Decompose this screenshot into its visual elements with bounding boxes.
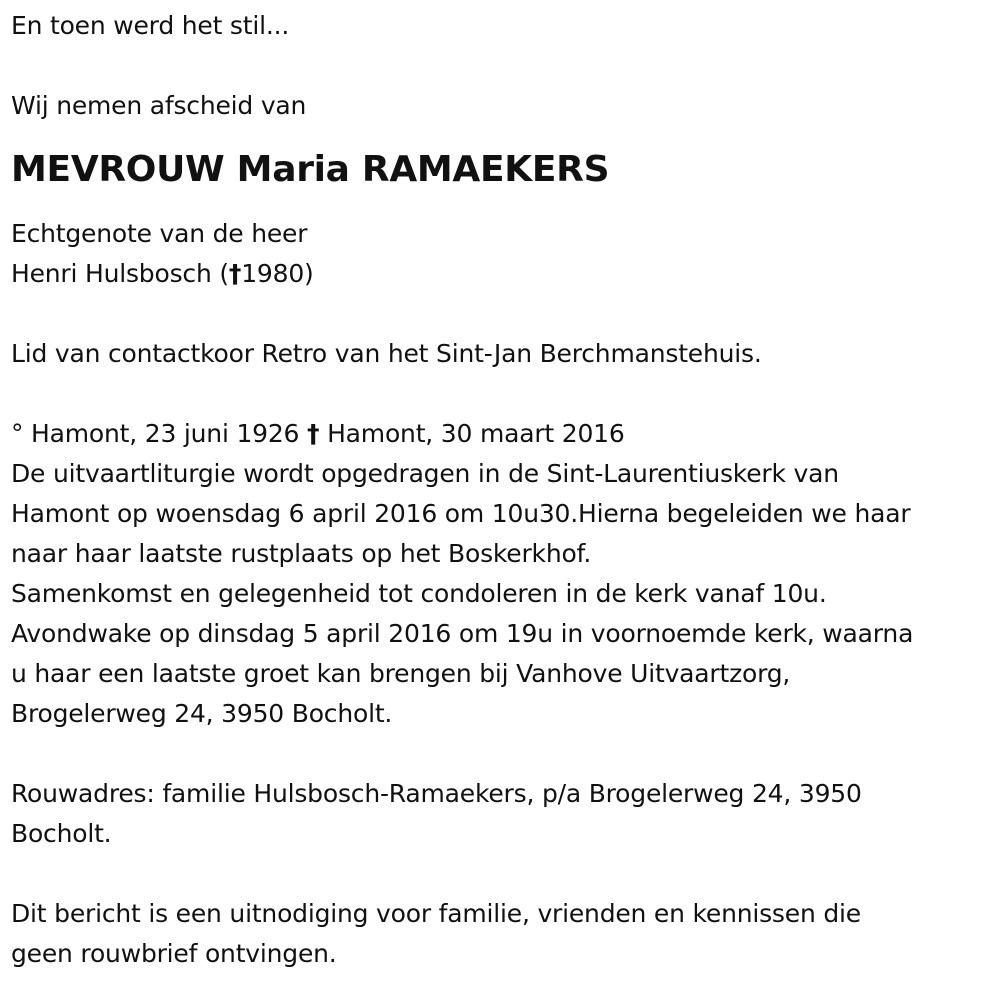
cross-icon: †: [307, 419, 320, 448]
funeral-line: Brogelerweg 24, 3950 Bocholt.: [11, 699, 393, 728]
spacer: [11, 374, 991, 414]
spacer: [11, 734, 991, 774]
deceased-name: MEVROUW Maria RAMAEKERS: [11, 149, 610, 190]
address-line: Rouwadres: familie Hulsbosch-Ramaekers, p/a Brogelerweg 24, 3950: [11, 779, 862, 808]
funeral-line: Avondwake op dinsdag 5 april 2016 om 19u in voornoemde kerk, waarna: [11, 619, 914, 648]
membership-line: Lid van contactkoor Retro van het Sint-Jan Berchmanstehuis.: [11, 339, 762, 368]
intro-line: En toen werd het stil...: [11, 11, 290, 40]
spouse-name: Henri Hulsbosch (: [11, 259, 229, 288]
spouse-line-1: Echtgenote van de heer: [11, 219, 308, 248]
spouse-death-year: 1980): [241, 259, 314, 288]
funeral-line: naar haar laatste rustplaats op het Boskerkhof.: [11, 539, 592, 568]
cross-icon: †: [228, 259, 242, 288]
address-line: Bocholt.: [11, 819, 112, 848]
funeral-line: Hamont op woensdag 6 april 2016 om 10u30.Hierna begeleiden we haar: [11, 499, 911, 528]
farewell-line: Wij nemen afscheid van: [11, 91, 307, 120]
invitation-line: geen rouwbrief ontvingen.: [11, 939, 337, 968]
obituary-notice: [11, 6, 991, 974]
funeral-line: u haar een laatste groet kan brengen bij Vanhove Uitvaartzorg,: [11, 659, 791, 688]
spacer: [11, 854, 991, 894]
spacer: [11, 46, 991, 86]
spacer: [11, 294, 991, 334]
invitation-line: Dit bericht is een uitnodiging voor familie, vrienden en kennissen die: [11, 899, 861, 928]
birth-info: ° Hamont, 23 juni 1926: [11, 419, 300, 448]
funeral-line: De uitvaartliturgie wordt opgedragen in de Sint-Laurentiuskerk van: [11, 459, 839, 488]
funeral-line: Samenkomst en gelegenheid tot condoleren in de kerk vanaf 10u.: [11, 579, 827, 608]
death-info: Hamont, 30 maart 2016: [327, 419, 625, 448]
spouse-line-2: [11, 254, 991, 294]
birth-death-line: [11, 414, 991, 454]
